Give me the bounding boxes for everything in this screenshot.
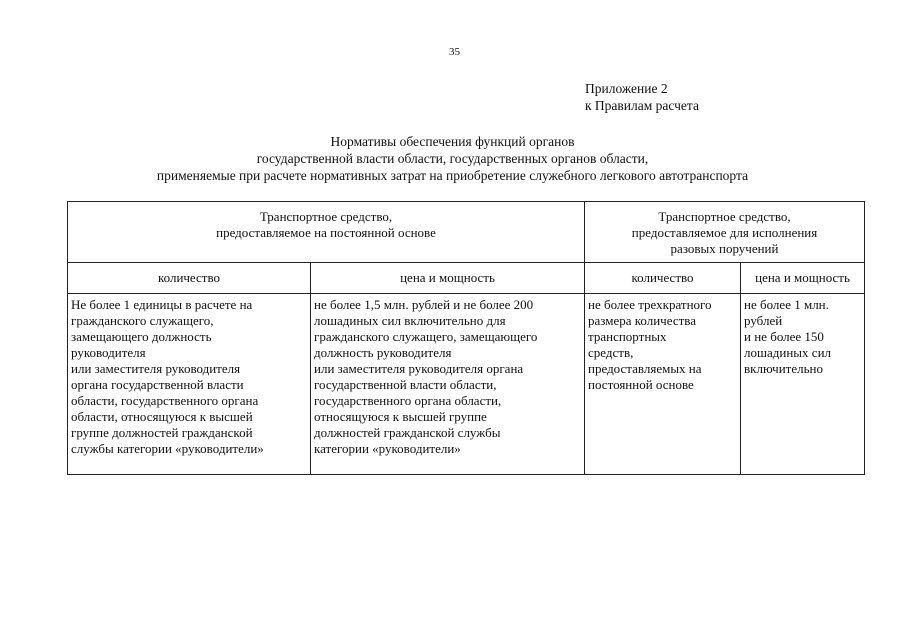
cell-permanent-quantity <box>68 294 311 475</box>
group-header-line: предоставляемое на постоянной основе <box>216 225 436 240</box>
document-title <box>0 133 905 184</box>
title-line-2: государственной власти области, государственных органов области, <box>256 151 649 166</box>
cell-permanent-price-power <box>311 294 585 475</box>
subheader-price-power: цена и мощность <box>311 263 585 294</box>
appendix-line-2: к Правилам расчета <box>585 98 699 113</box>
title-line-3: применяемые при расчете нормативных затрат на приобретение служебного легкового автотранспорта <box>156 168 749 183</box>
appendix-line-1: Приложение 2 <box>585 81 668 96</box>
subheader-price-power: цена и мощность <box>741 263 865 294</box>
table-row <box>68 294 865 475</box>
norms-table <box>67 201 865 475</box>
group-header-line: предоставляемое для исполнения <box>631 225 818 240</box>
cell-one-time-quantity <box>585 294 741 475</box>
group-header-line: Транспортное средство, <box>259 209 393 224</box>
title-line-1: Нормативы обеспечения функций органов <box>330 134 575 149</box>
group-header-one-time <box>585 202 865 263</box>
group-header-permanent <box>68 202 585 263</box>
appendix-reference <box>585 80 699 114</box>
cell-text: не более трехкратного размера количества транспортных средств, предоставляемых на постоянной основе <box>588 297 712 392</box>
cell-text: не более 1,5 млн. рублей и не более 200 лошадиных сил включительно для гражданского служащего, замещающего должность руководителя или заместителя руководителя органа государственной власти области, государственного органа области, относящуюся к высшей группе должностей гражданской службы категории «руководители» <box>314 297 538 456</box>
cell-text: не более 1 млн. рублей и не более 150 лошадиных сил включительно <box>744 297 832 376</box>
cell-one-time-price-power <box>741 294 865 475</box>
subheader-quantity: количество <box>585 263 741 294</box>
subheader-quantity: количество <box>68 263 311 294</box>
page-number: 35 <box>449 46 460 58</box>
group-header-line: разовых поручений <box>670 241 779 256</box>
group-header-line: Транспортное средство, <box>658 209 791 224</box>
cell-text: Не более 1 единицы в расчете на гражданского служащего, замещающего должность руководителя или заместителя руководителя органа государственной власти области, государственного органа области, относящуюся к высшей группе должностей гражданской службы категории «руководители» <box>71 297 264 456</box>
